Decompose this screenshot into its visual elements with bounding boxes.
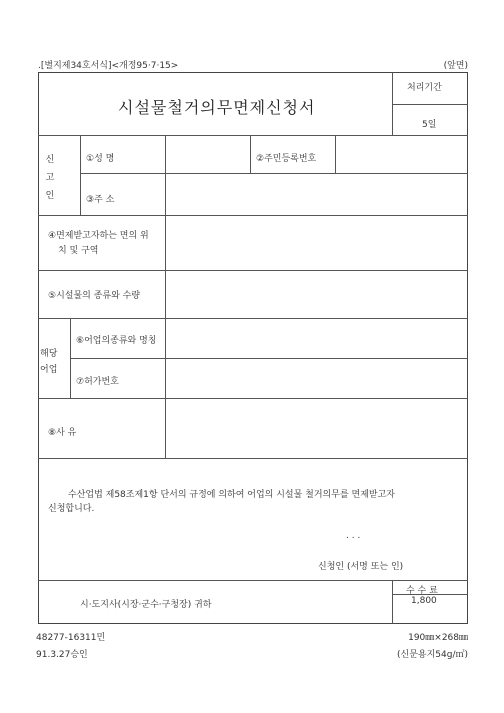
facilities-label: ⑤시설물의 종류와 수량 <box>48 291 141 301</box>
paper-type: (신문용지54g/㎡) <box>397 650 468 660</box>
processing-period-value: 5일 <box>422 120 437 130</box>
address-field[interactable] <box>166 174 467 214</box>
permit-number-label: ⑦허가번호 <box>76 377 119 387</box>
address-label: ③주 소 <box>86 195 115 205</box>
fee-label: 수 수 료 <box>406 586 438 596</box>
divider <box>38 580 468 581</box>
location-label-line2: 치 및 구역 <box>58 246 99 256</box>
divider <box>80 135 81 215</box>
resident-id-label: ②주민등록번호 <box>256 154 317 164</box>
statement-text: 수산업법 제58조제1항 단서의 규정에 의하여 어업의 시설물 철거의무를 면제받고자 <box>68 490 395 500</box>
divider <box>392 104 468 105</box>
name-label: ①성 명 <box>86 154 115 164</box>
divider <box>38 458 468 459</box>
form-reference: .[별지제34호서식]<개정95·7·15> <box>38 61 179 71</box>
approval-date: 91.3.27승인 <box>36 650 88 660</box>
name-field[interactable] <box>166 136 249 172</box>
divider <box>392 72 393 135</box>
fishery-vertical-label: 해당 <box>40 349 58 359</box>
form-code: 48277-16311민 <box>36 633 106 643</box>
form-title: 시설물철거의무면제신청서 <box>118 98 316 117</box>
applicant-vertical-label: 신 고 인 <box>45 155 55 201</box>
fishery-type-label: ⑥어업의종류와 명칭 <box>76 336 157 346</box>
processing-period-label: 처리기간 <box>407 83 442 93</box>
location-label: ④면제받고자하는 면의 위 <box>48 231 149 241</box>
fishery-vertical-label-2: 어업 <box>40 365 58 375</box>
divider <box>392 580 393 624</box>
reason-label: ⑧사 유 <box>48 428 77 438</box>
page-side-label: (앞면) <box>443 61 468 71</box>
facilities-field[interactable] <box>166 271 467 317</box>
statement-text-line2: 신청합니다. <box>48 504 95 514</box>
permit-number-field[interactable] <box>166 359 467 397</box>
divider <box>70 318 71 398</box>
addressee: 시·도지사(시장·군수·구청장) 귀하 <box>80 600 212 610</box>
location-field[interactable] <box>166 216 467 269</box>
fee-value: 1,800 <box>411 596 437 606</box>
reason-field[interactable] <box>166 399 467 457</box>
resident-id-field[interactable] <box>336 136 467 172</box>
date-dots: . . . <box>346 531 361 541</box>
paper-size: 190㎜×268㎜ <box>408 633 468 643</box>
signature-line: 신청인 (서명 또는 인) <box>318 562 404 572</box>
fishery-type-field[interactable] <box>166 319 467 357</box>
divider <box>250 135 251 173</box>
